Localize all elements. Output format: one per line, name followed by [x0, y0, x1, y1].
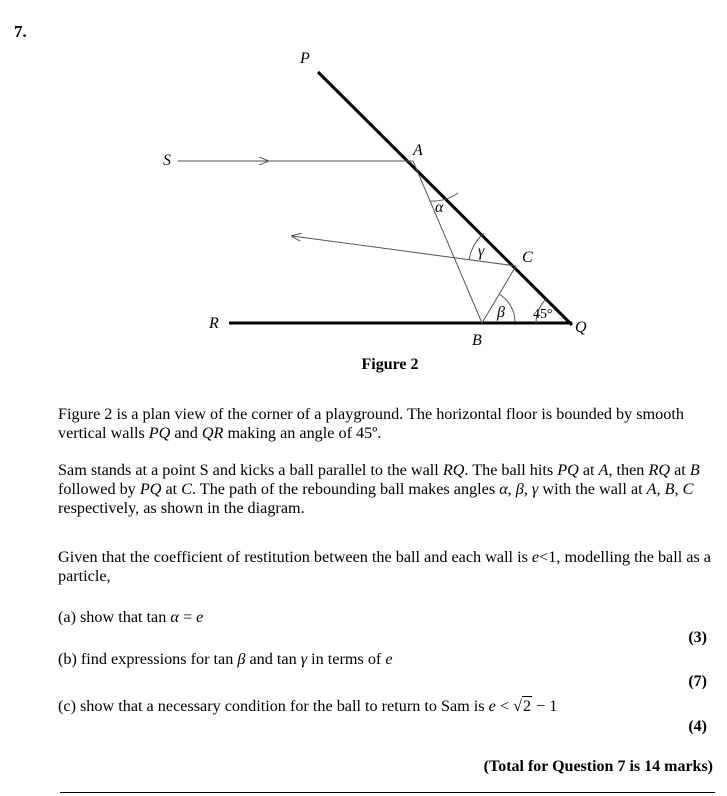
marks-b: (7) [688, 673, 707, 690]
wall-pq [318, 72, 572, 325]
label-p: P [300, 50, 310, 67]
label-s: S [163, 152, 171, 169]
playground-diagram [0, 0, 727, 380]
total-marks: (Total for Question 7 is 14 marks) [483, 758, 713, 775]
label-a: A [413, 142, 423, 159]
paragraph-given: Given that the coefficient of restitution between the ball and each wall is e<1, modelling the ball as a particle, [58, 548, 711, 585]
marks-c: (4) [688, 718, 707, 735]
label-alpha: α [435, 199, 444, 216]
part-a: (a) show that tan α = e [58, 608, 204, 626]
answer-rule [60, 792, 715, 793]
paragraph-description: Figure 2 is a plan view of the corner of a playground. The horizontal floor is bounded by smooth vertical walls PQ and QR making an angle of 45º. [58, 405, 684, 442]
part-b: (b) find expressions for tan β and tan γ in terms of e [58, 650, 393, 668]
marks-a: (3) [688, 629, 707, 646]
label-gamma: γ [478, 243, 485, 260]
label-c: C [522, 249, 533, 266]
path-a-to-b [413, 161, 482, 323]
label-b: B [472, 332, 482, 349]
question-number: 7. [14, 22, 27, 41]
label-beta: β [497, 304, 505, 321]
label-q: Q [575, 319, 587, 336]
label-r: R [209, 315, 219, 332]
figure-caption: Figure 2 [361, 356, 419, 373]
label-45: 45° [533, 307, 553, 322]
part-c: (c) show that a necessary condition for the ball to return to Sam is e < √2 − 1 [58, 697, 558, 715]
paragraph-motion: Sam stands at a point S and kicks a ball parallel to the wall RQ. The ball hits PQ at A, then RQ at B followed by PQ at C. The path of the rebounding ball makes angles α, β, γ with the wall at A, B, C respectively, as shown in the diagram. [58, 461, 700, 517]
